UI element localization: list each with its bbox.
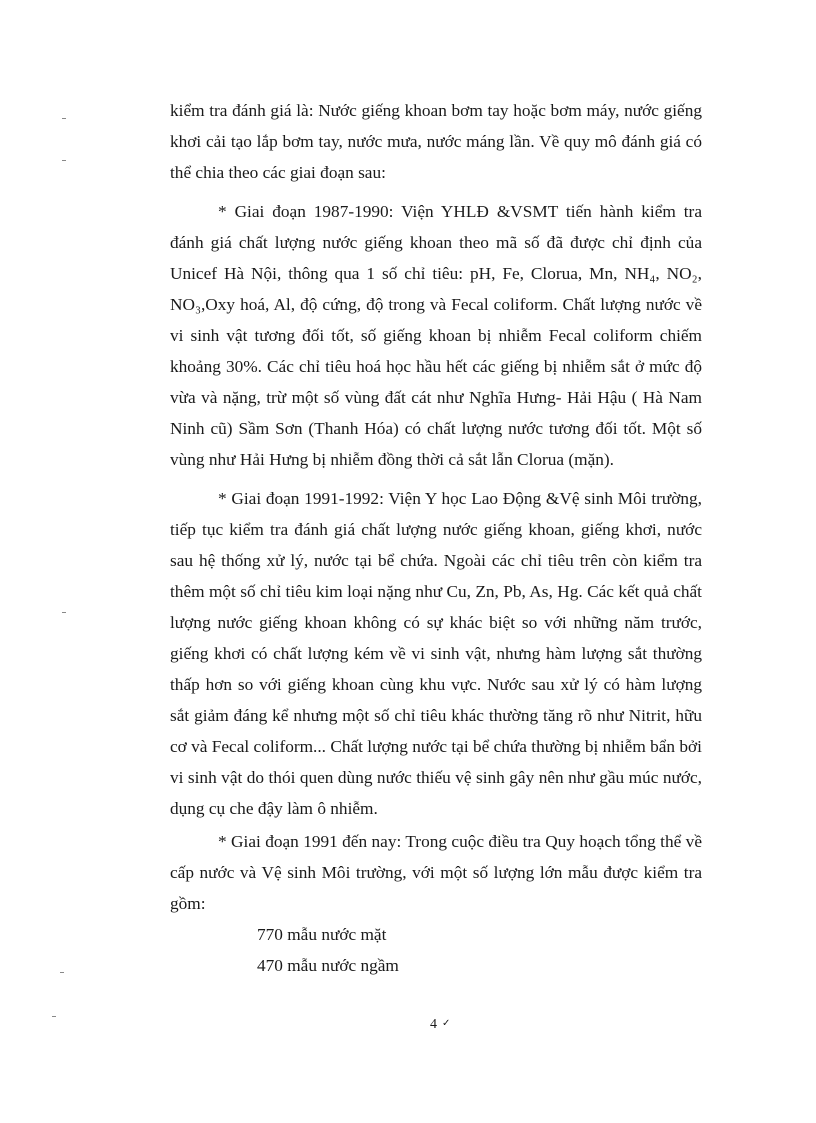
- intro-paragraph: kiểm tra đánh giá là: Nước giếng khoan bơm tay hoặc bơm máy, nước giếng khơi cải tạo lắp bơm tay, nước mưa, nước máng lần. Về quy mô đánh giá có thể chia theo các giai đoạn sau:: [170, 101, 702, 182]
- tick-mark-icon: ✓: [442, 1018, 452, 1029]
- margin-mark: [52, 1016, 56, 1017]
- page-number-value: 4: [430, 1017, 438, 1032]
- body-text: [170, 95, 702, 981]
- margin-mark: [60, 972, 64, 973]
- phase-1987-1990-paragraph: * Giai đoạn 1987-1990: Viện YHLĐ &VSMT tiến hành kiểm tra đánh giá chất lượng nước giếng khoan theo mã số đã được chỉ định của Unicef Hà Nội, thông qua 1 số chỉ tiêu: pH, Fe, Clorua, Mn, NH₄, NO₂, NO₃,Oxy hoá, Al, độ cứng, độ trong và Fecal coliform. Chất lượng nước về vi sinh vật tương đối tốt, số giếng khoan bị nhiễm Fecal coliform chiếm khoảng 30%. Các chỉ tiêu hoá học hầu hết các giếng bị nhiễm sắt ở mức độ vừa và nặng, trừ một số vùng đất cát như Nghĩa Hưng- Hải Hậu ( Hà Nam Ninh cũ) Sầm Sơn (Thanh Hóa) có chất lượng nước tương đối tốt. Một số vùng như Hải Hưng bị nhiễm đồng thời cả sắt lẫn Clorua (mặn).: [170, 202, 702, 469]
- list-item: 770 mẫu nước mặt: [257, 925, 387, 944]
- margin-mark: [62, 612, 66, 613]
- sample-list: [170, 919, 702, 981]
- phase-1991-present-paragraph: * Giai đoạn 1991 đến nay: Trong cuộc điều tra Quy hoạch tổng thể về cấp nước và Vệ sinh Môi trường, với một số lượng lớn mẫu được kiểm tra gồm:: [170, 832, 702, 913]
- phase-1991-1992-paragraph: * Giai đoạn 1991-1992: Viện Y học Lao Động &Vệ sinh Môi trường, tiếp tục kiểm tra đánh giá chất lượng nước giếng khoan, giếng khơi, nước sau hệ thống xử lý, nước tại bể chứa. Ngoài các chỉ tiêu trên còn kiểm tra thêm một số chỉ tiêu kim loại nặng như Cu, Zn, Pb, As, Hg. Các kết quả chất lượng nước giếng khoan không có sự khác biệt so với những năm trước, giếng khơi có chất lượng kém về vi sinh vật, nhưng hàm lượng sắt thường thấp hơn so với giếng khoan cùng khu vực. Nước sau xử lý có hàm lượng sắt giảm đáng kể nhưng một số chỉ tiêu khác thường tăng rõ như Nitrit, hữu cơ và Fecal coliform... Chất lượng nước tại bể chứa thường bị nhiễm bẩn bởi vi sinh vật do thói quen dùng nước thiếu vệ sinh gây nên như gầu múc nước, dụng cụ che đậy làm ô nhiễm.: [170, 489, 702, 818]
- margin-mark: [62, 160, 66, 161]
- page-number: [430, 1017, 451, 1033]
- list-item: 470 mẫu nước ngầm: [257, 956, 399, 975]
- margin-mark: [62, 118, 66, 119]
